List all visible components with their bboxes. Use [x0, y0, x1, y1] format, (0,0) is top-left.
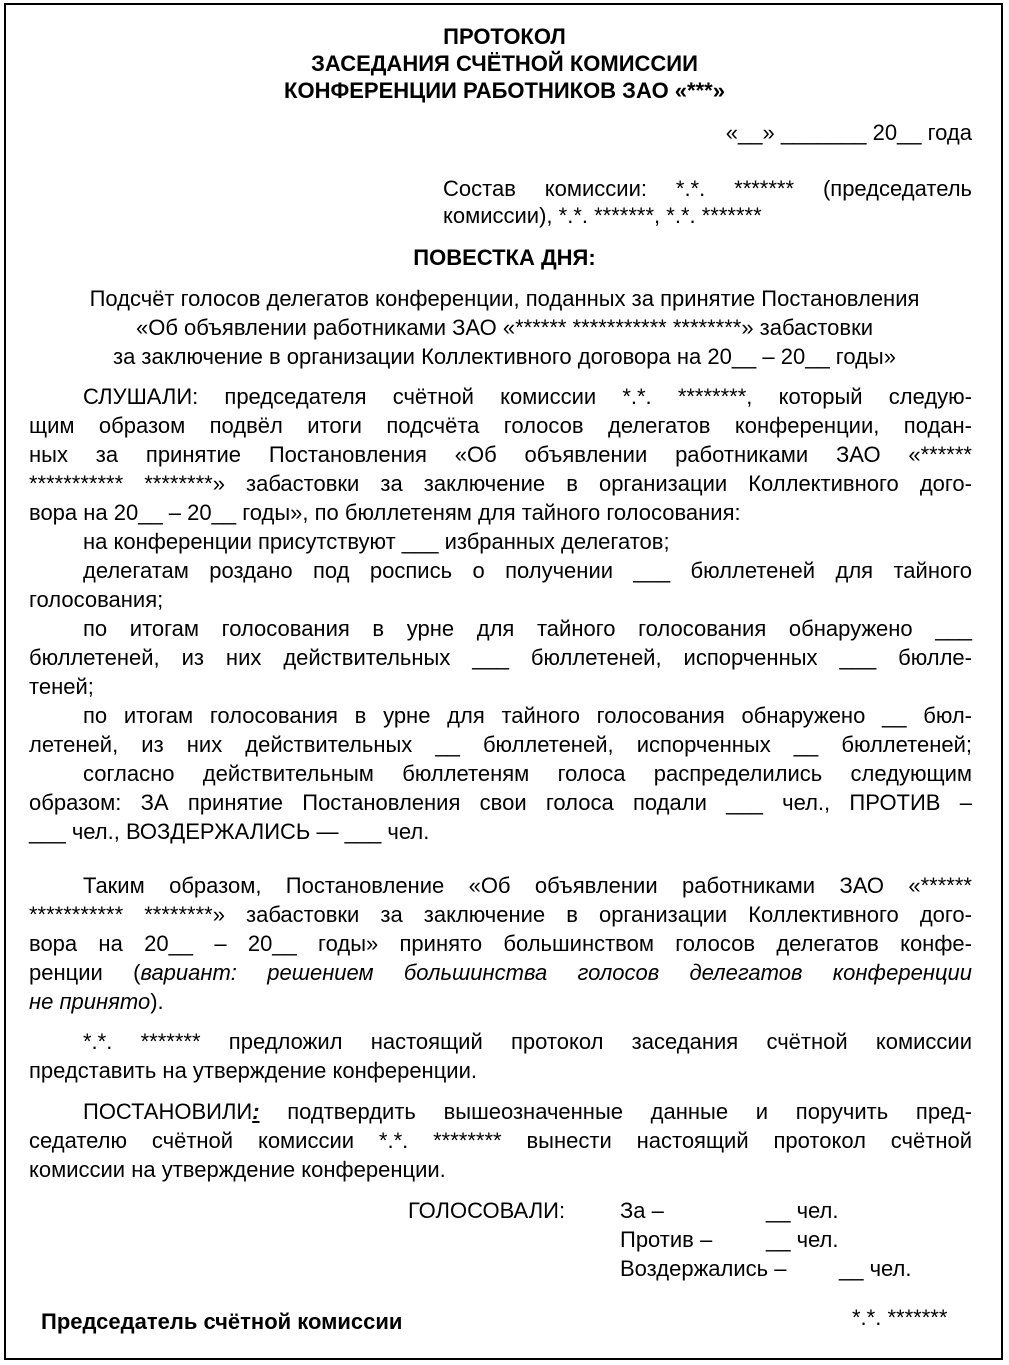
resolved-colon: : [252, 1099, 260, 1124]
vote-abstain-value: __ чел. [839, 1256, 912, 1281]
title-line-3: КОНФЕРЕНЦИИ РАБОТНИКОВ ЗАО «***» [284, 78, 725, 103]
result-line: вора на 20__ – 20__ годы» принято большинством голосов делегатов конфе- [29, 931, 972, 956]
result-line: Таким образом, Постановление «Об объявлении работниками ЗАО «****** [83, 873, 972, 898]
result-variant-text: не принято [29, 989, 151, 1014]
agenda-line-3: за заключение в организации Коллективного договора на 20__ – 20__ годы» [113, 344, 896, 369]
title-line-2: ЗАСЕДАНИЯ СЧЁТНОЙ КОМИССИИ [311, 51, 698, 76]
heard-line: летеней, из них действительных __ бюллетеней, испорченных __ бюллетеней; [29, 732, 972, 757]
heard-section [29, 382, 972, 846]
heard-line: ных за принятие Постановления «Об объявлении работниками ЗАО «****** [29, 442, 972, 467]
voting-label: ГОЛОСОВАЛИ: [408, 1198, 566, 1223]
resolved-line: седателю счётной комиссии *.*. ******** вынести настоящий протокол счётной [29, 1128, 972, 1153]
composition-line-1: Состав комиссии: *.*. ******* (председатель [443, 176, 972, 201]
proposal-line: представить на утверждение конференции. [29, 1058, 477, 1083]
heard-line: по итогам голосования в урне для тайного голосования обнаружено ___ [83, 616, 972, 641]
title-line-1: ПРОТОКОЛ [443, 24, 566, 49]
heard-line: теней; [29, 674, 94, 699]
resolved-line-1 [29, 1097, 972, 1126]
heard-line: на конференции присутствуют ___ избранных делегатов; [83, 529, 670, 554]
heard-line: СЛУШАЛИ: председателя счётной комиссии *.*. ********, который следую- [83, 384, 972, 409]
result-text: ). [150, 989, 164, 1014]
heard-line: бюллетеней, из них действительных ___ бюллетеней, испорченных ___ бюлле- [29, 645, 972, 670]
signature-name: *.*. ******* [852, 1305, 948, 1330]
resolved-line: комиссии на утверждение конференции. [29, 1157, 446, 1182]
result-section [29, 871, 972, 1016]
heard-line: щим образом подвёл итоги подсчёта голосов делегатов конференции, подан- [29, 413, 972, 438]
vote-for-label: За – [620, 1198, 664, 1223]
heard-line: голосования; [29, 587, 164, 612]
resolved-section [29, 1097, 972, 1184]
resolved-text: подтвердить вышеозначенные данные и поручить пред- [259, 1099, 972, 1124]
signature-role: Председатель счётной комиссии [41, 1309, 403, 1334]
result-text: ренции ( [29, 960, 141, 985]
vote-for-value: __ чел. [766, 1198, 839, 1223]
result-variant-text: вариант: решением большинства голосов делегатов конференции [140, 960, 972, 985]
heard-line: делегатам роздано под роспись о получении ___ бюллетеней для тайного [83, 558, 972, 583]
agenda-heading: ПОВЕСТКА ДНЯ: [413, 245, 596, 270]
agenda-line-1: Подсчёт голосов делегатов конференции, поданных за принятие Постановления [89, 286, 920, 311]
heard-line: *********** ********» забастовки за заключение в организации Коллективного дого- [29, 471, 972, 496]
heard-line: по итогам голосования в урне для тайного голосования обнаружено __ бюл- [83, 703, 972, 728]
vote-against-label: Против – [620, 1227, 713, 1252]
proposal-section [29, 1027, 972, 1085]
result-line-4 [29, 958, 972, 987]
composition [443, 174, 972, 228]
result-line: *********** ********» забастовки за заключение в организации Коллективного дого- [29, 902, 972, 927]
agenda-line-2: «Об объявлении работниками ЗАО «****** *********** ********» забастовки [136, 315, 873, 340]
resolved-label: ПОСТАНОВИЛИ [83, 1099, 253, 1124]
heard-line: согласно действительным бюллетеням голоса распределились следующим [83, 761, 972, 786]
vote-abstain-label: Воздержались – [620, 1256, 787, 1281]
heard-line: образом: ЗА принятие Постановления свои голоса подали ___ чел., ПРОТИВ – [29, 790, 972, 815]
vote-against-value: __ чел. [766, 1227, 839, 1252]
result-line-5 [29, 987, 972, 1016]
date-line: «__» _______ 20__ года [725, 120, 972, 145]
heard-line: вора на 20__ – 20__ годы», по бюллетеням для тайного голосования: [29, 500, 741, 525]
composition-line-2: комиссии), *.*. *******, *.*. ******* [443, 203, 762, 228]
heard-line: ___ чел., ВОЗДЕРЖАЛИСЬ — ___ чел. [29, 819, 430, 844]
proposal-line: *.*. ******* предложил настоящий протокол заседания счётной комиссии [83, 1029, 972, 1054]
